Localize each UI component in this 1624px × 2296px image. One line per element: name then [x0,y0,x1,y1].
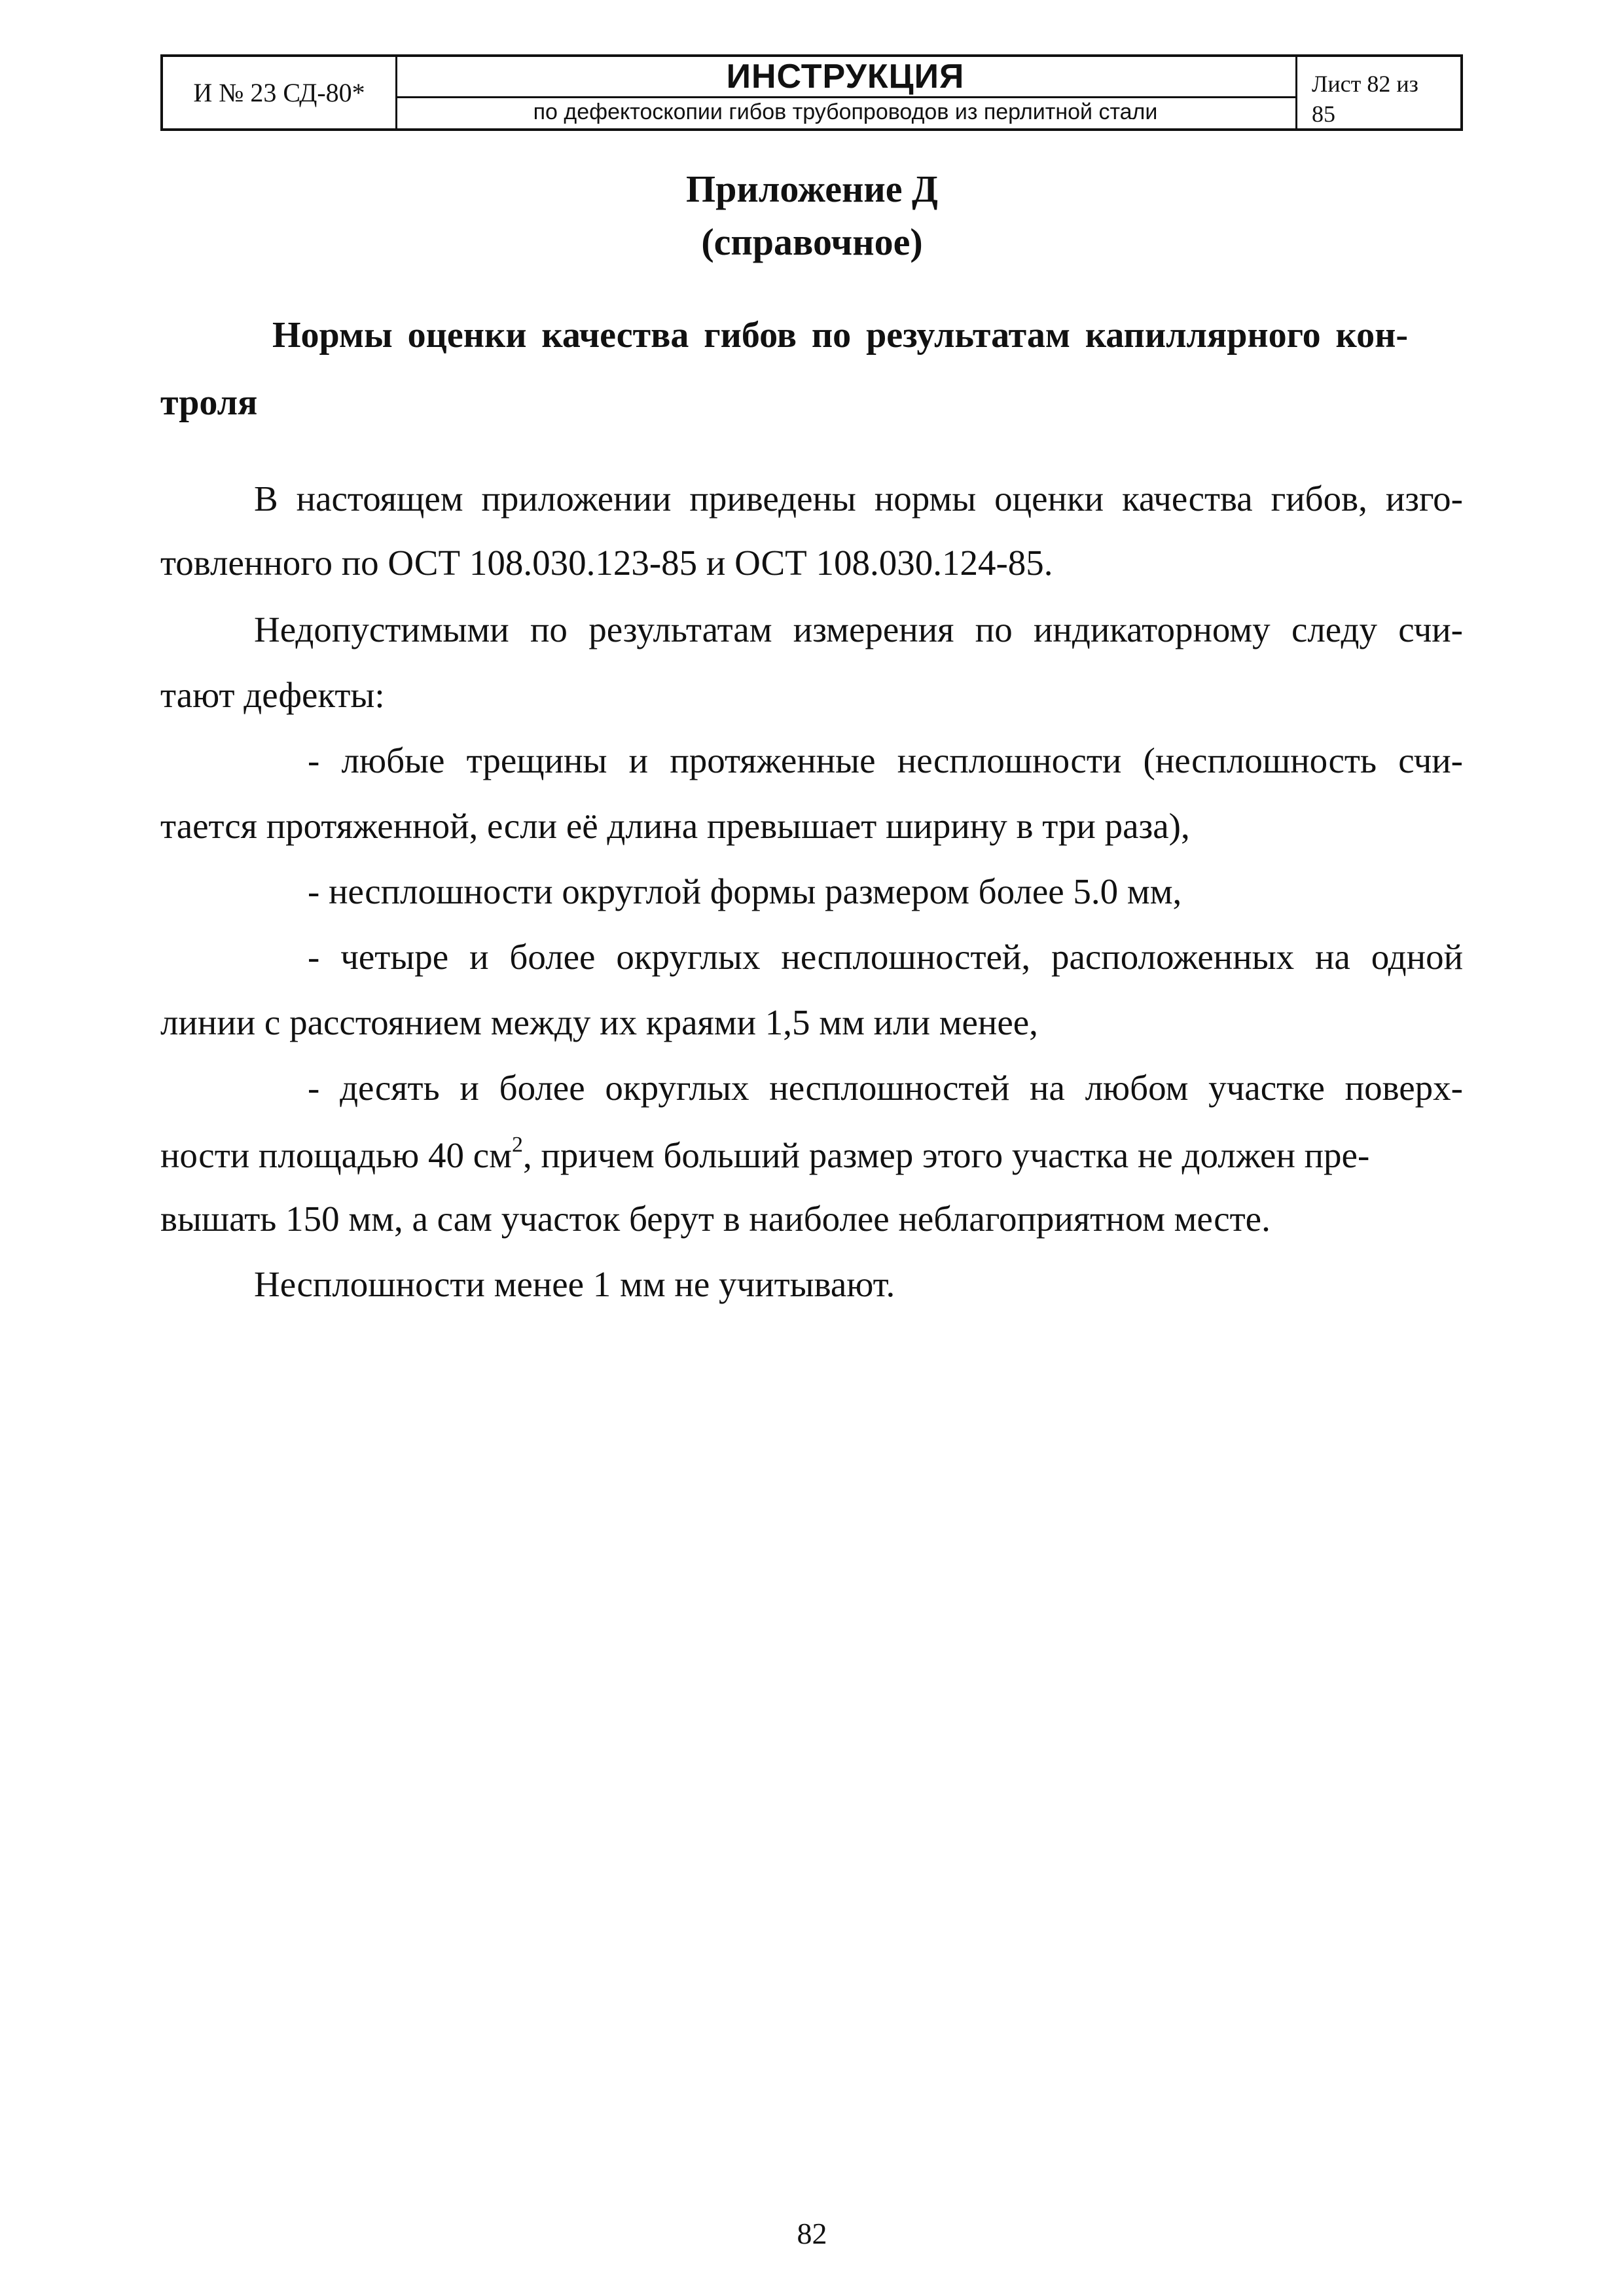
list-item-3-line-1: - четыре и более округлых несплошностей, расположенных на одной [308,937,1463,977]
doc-code: И № 23 СД-80* [163,57,397,128]
list-item-1-line-1: - любые трещины и протяженные несплошности (несплошность счи- [308,740,1463,780]
list-item-4-line-3: вышать 150 мм, а сам участок берут в наиболее неблагоприятном месте. [160,1199,1271,1239]
paragraph-1-line-1: В настоящем приложении приведены нормы оценки качества гибов, изго- [254,479,1463,519]
list-item-2: - несплошности округлой формы размером более 5.0 мм, [308,871,1182,911]
header-subtitle: по дефектоскопии гибов трубопроводов из перлитной стали [533,100,1158,124]
paragraph-2-line-2: тают дефекты: [160,675,385,715]
appendix-title: Приложение Д [686,168,938,210]
header-title: ИНСТРУКЦИЯ [395,57,1295,98]
appendix-subtitle: (справочное) [701,221,923,263]
list-item-4-line-2 [160,1133,1369,1176]
list-item-4-line-2-part-b: , причем больший размер этого участка не должен пре- [522,1135,1370,1175]
sheet-line-2: 85 [1312,101,1335,127]
paragraph-1-line-2: товленного по ОСТ 108.030.123-85 и ОСТ 108.030.124-85. [160,543,1053,583]
list-item-1-line-2: тается протяженной, если её длина превышает ширину в три раза), [160,806,1190,846]
section-heading-line-1: Нормы оценки качества гибов по результатам капиллярного кон- [272,315,1408,355]
header-title-block [395,57,1297,128]
document-header [160,54,1463,131]
list-item-4-line-1: - десять и более округлых несплошностей на любом участке поверх- [308,1068,1463,1108]
list-item-3-line-2: линии с расстоянием между их краями 1,5 мм или менее, [160,1002,1038,1042]
superscript-2: 2 [511,1133,523,1157]
section-heading-line-2: троля [160,382,258,423]
sheet-number [1295,57,1460,128]
list-item-4-line-2-part-a: ности площадью 40 см [160,1135,512,1175]
paragraph-3: Несплошности менее 1 мм не учитывают. [254,1264,895,1304]
page-number: 82 [797,2217,827,2250]
sheet-line-1: Лист 82 из [1312,71,1418,97]
paragraph-2-line-1: Недопустимыми по результатам измерения по индикаторному следу счи- [254,610,1463,649]
